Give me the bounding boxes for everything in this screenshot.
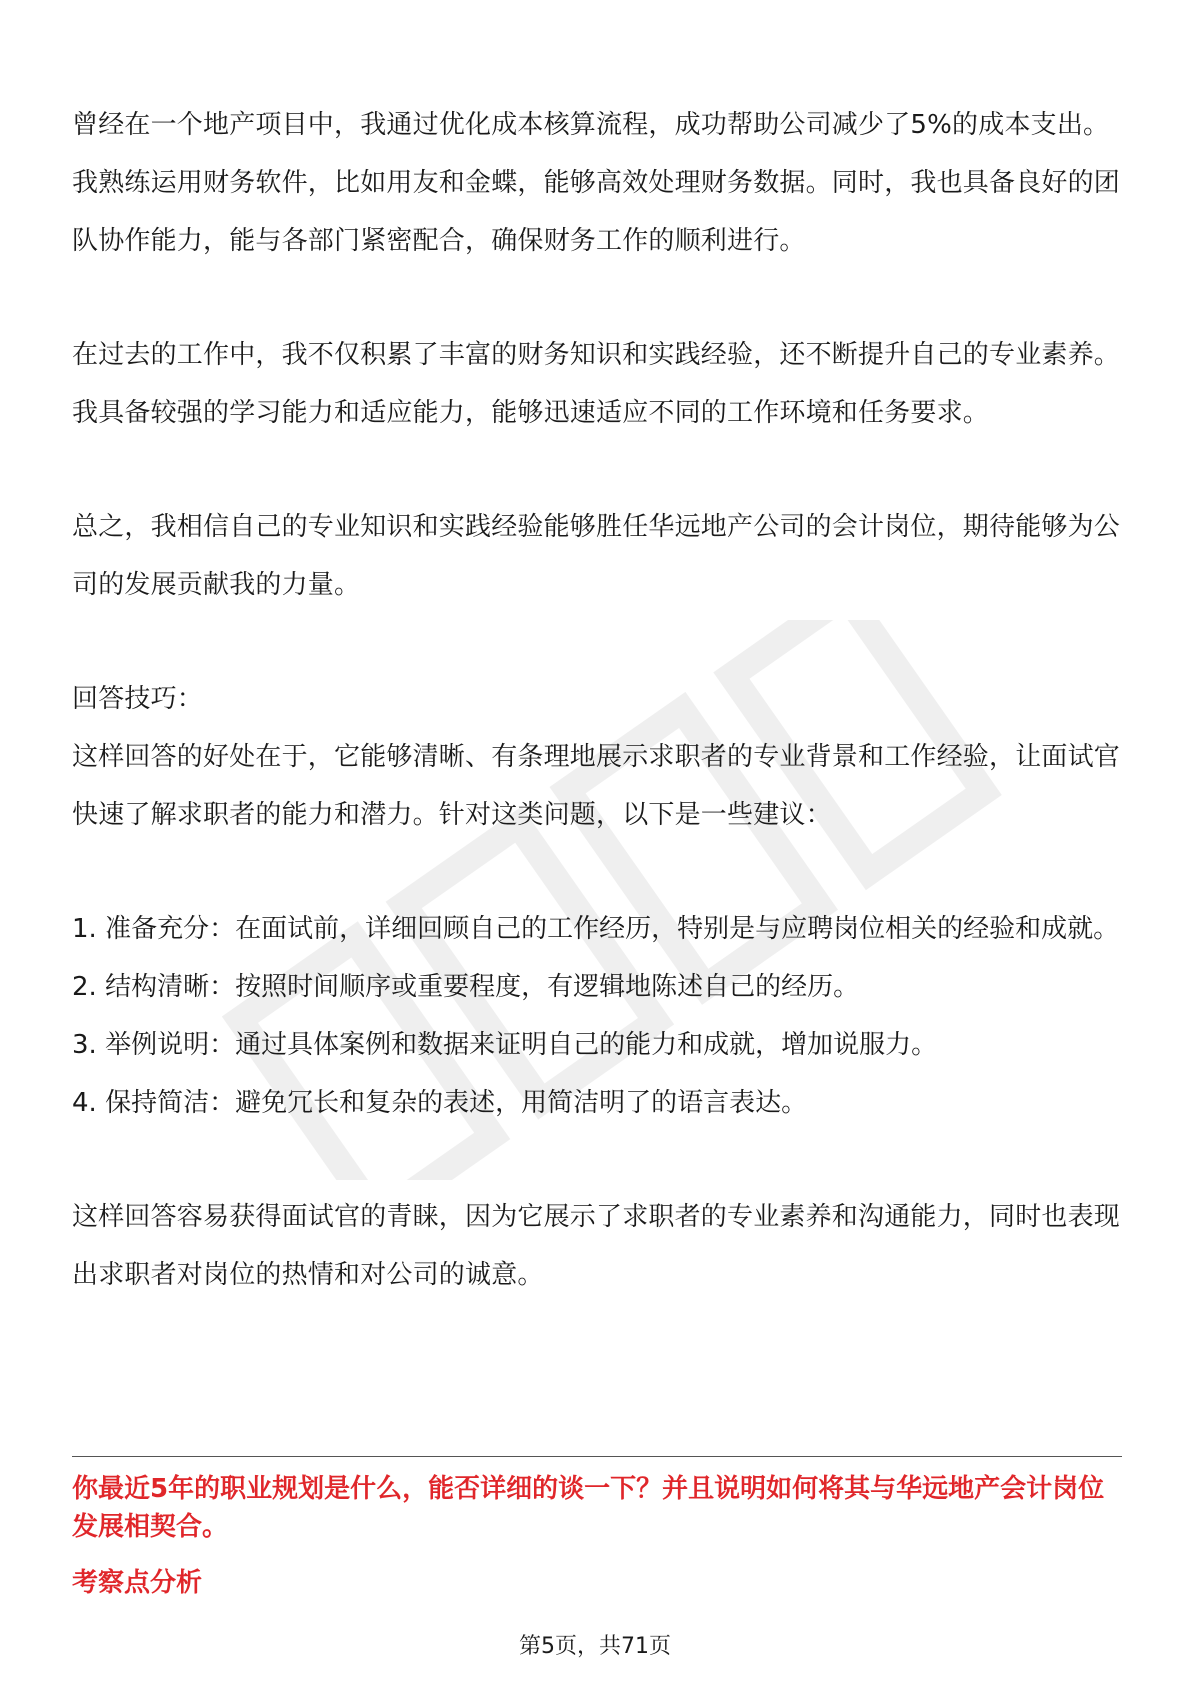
next-question-title: 你最近5年的职业规划是什么，能否详细的谈一下？并且说明如何将其与华远地产会计岗位发展相契合。 [72,1474,1105,1542]
paragraph-learning: 在过去的工作中，我不仅积累了丰富的财务知识和实践经验，还不断提升自己的专业素养。我具备较强的学习能力和适应能力，能够迅速适应不同的工作环境和任务要求。 [72,340,1121,428]
section-divider [72,1456,1122,1457]
tip-item-3: 3. 举例说明：通过具体案例和数据来证明自己的能力和成就，增加说服力。 [72,1030,938,1060]
tips-heading: 回答技巧： [72,684,204,714]
tip-item-2: 2. 结构清晰：按照时间顺序或重要程度，有逻辑地陈述自己的经历。 [72,972,860,1002]
tip-item-1: 1. 准备充分：在面试前，详细回顾自己的工作经历，特别是与应聘岗位相关的经验和成就。 [72,914,1120,944]
document-body [72,96,1122,1304]
paragraph-summary: 总之，我相信自己的专业知识和实践经验能够胜任华远地产公司的会计岗位，期待能够为公司的发展贡献我的力量。 [72,512,1121,600]
tips-intro: 这样回答的好处在于，它能够清晰、有条理地展示求职者的专业背景和工作经验，让面试官快速了解求职者的能力和潜力。针对这类问题，以下是一些建议： [72,742,1121,830]
paragraph-experience: 曾经在一个地产项目中，我通过优化成本核算流程，成功帮助公司减少了5%的成本支出。我熟练运用财务软件，比如用友和金蝶，能够高效处理财务数据。同时，我也具备良好的团队协作能力，能与各部门紧密配合，确保财务工作的顺利进行。 [72,110,1121,256]
page-footer: 第5页，共71页 [519,1634,671,1659]
analysis-heading: 考察点分析 [72,1568,203,1598]
tips-conclusion: 这样回答容易获得面试官的青睐，因为它展示了求职者的专业素养和沟通能力，同时也表现出求职者对岗位的热情和对公司的诚意。 [72,1202,1121,1290]
tip-item-4: 4. 保持简洁：避免冗长和复杂的表述，用简洁明了的语言表达。 [72,1088,808,1118]
